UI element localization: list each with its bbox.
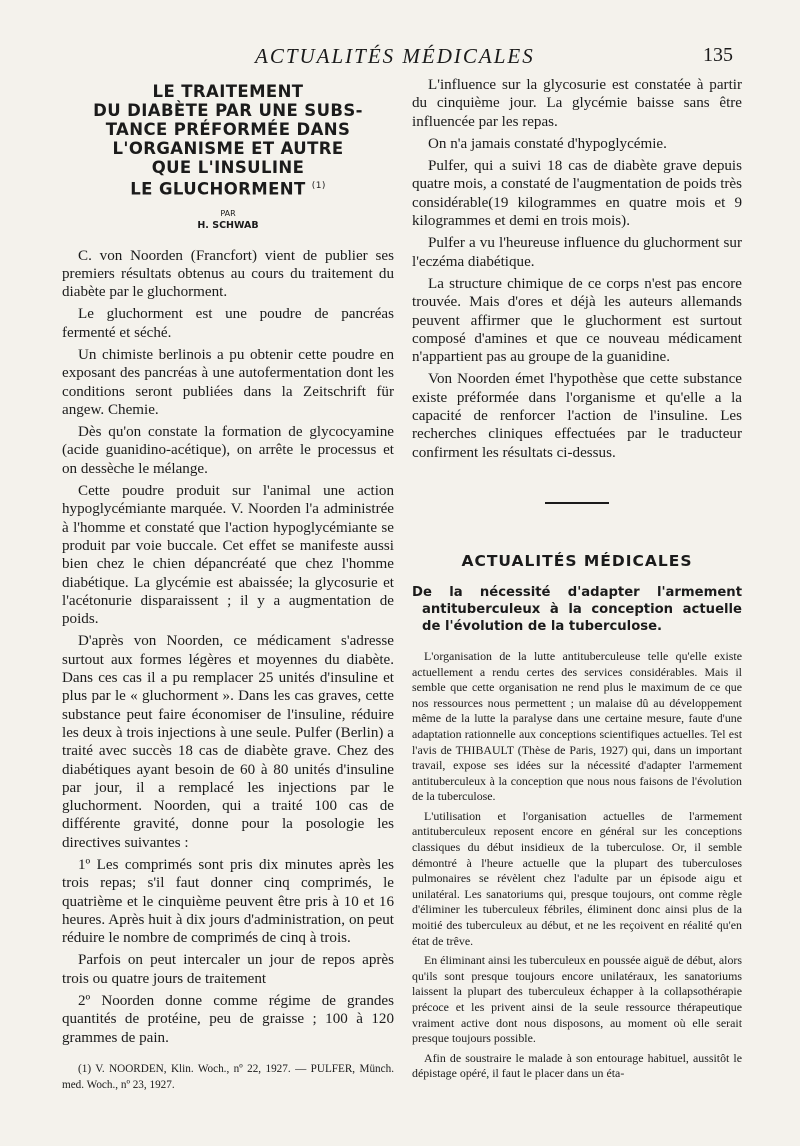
paragraph: Dès qu'on constate la formation de glycocyamine (acide guanidino-acétique), on arrête le processus et on dessèche le mélange. (62, 424, 394, 477)
paragraph: On n'a jamais constaté d'hypoglycémie. (428, 135, 667, 152)
running-title: ACTUALITÉS MÉDICALES (255, 44, 535, 68)
paragraph: La structure chimique de ce corps n'est pas encore trouvée. Mais d'ores et déjà les auteurs allemands peuvent affirmer que le gluchorment est surtout composé d'amines et que ce nouveau médicament n'appartient pas au groupe de la guanidine. (412, 275, 742, 366)
paragraph: Pulfer a vu l'heureuse influence du gluchorment sur l'eczéma diabétique. (412, 235, 742, 270)
paragraph: Cette poudre produit sur l'animal une action hypoglycémiante marquée. V. Noorden l'a administrée à l'homme et constaté que l'action hypoglycémiante se produit par voie buccale. Cet effet se manifeste aussi bien chez le chien dépancréaté que chez l'homme diabétique. La glycémie est abaissée; la glycosurie et l'acétonurie disparaissent ; il y a augmentation de poids. (62, 483, 394, 628)
title-line: TANCE PRÉFORMÉE DANS (105, 120, 351, 139)
section-divider (545, 502, 609, 504)
paragraph: D'après von Noorden, ce médicament s'adresse surtout aux formes légères et moyennes du diabète. Dans ces cas il a pu remplacer 25 unités d'insuline et plus par le « gluchorment ». Dans les cas graves, cette substance peut faire économiser de l'insuline, réduire les deux à trois injections à une seule. Pulfer (Berlin) a traité avec succès 18 cas de diabète grave. Chez des diabétiques ayant besoin de 60 à 80 unités d'insuline par jour, il a remplacé les injections par le gluchorment. Noorden, qui a traité 100 cas de différente gravité, donne pour la posologie les directives suivantes : (62, 633, 394, 851)
title-line-last (62, 177, 394, 199)
author-name: H. SCHWAB (197, 219, 259, 231)
paragraph: 1º Les comprimés sont pris dix minutes après les trois repas; s'il faut donner cinq comprimés, le quatrième et le cinquième peuvent être pris à 10 et 16 heures. Après huit à dix jours d'administration, on peut réduire le nombre de comprimés de cinq à trois. (62, 857, 394, 947)
footnote: (1) V. NOORDEN, Klin. Woch., nº 22, 1927. — PULFER, Münch. med. Woch., nº 23, 1927. (62, 1062, 394, 1091)
paragraph: Le gluchorment est une poudre de pancréas fermenté et séché. (62, 306, 394, 341)
right-column (412, 76, 742, 1086)
title-line: QUE L'INSULINE (151, 158, 305, 177)
paragraph: Pulfer, qui a suivi 18 cas de diabète grave depuis quatre mois, a constaté de l'augmentation de poids très considérable(19 kilogrammes en quatre mois et 9 kilogrammes et demi en trois mois). (412, 158, 742, 230)
article-title (62, 82, 394, 199)
paragraph: Afin de soustraire le malade à son entourage habituel, aussitôt le dépistage opéré, il faut le placer dans un éta- (412, 1050, 742, 1081)
paragraph: L'utilisation et l'organisation actuelles de l'armement antituberculeux reposent encore en général sur les conceptions classiques du début insidieux de la tuberculose. Or, il semble démontré à l'heure actuelle que la plupart des tuberculoses pulmonaires se révèlent chez l'adulte par un épisode aigu et unilatéral. Les sanatoriums qui, presque toujours, ont comme règle d'éliminer les tuberculeux fébriles, éliminent donc ainsi plus de la moitié des tuberculeux au début, et ne les reçoivent en réalité qu'en état de trêve. (412, 808, 742, 948)
paragraph: Un chimiste berlinois a pu obtenir cette poudre en exposant des pancréas à une autofermentation dont les conditions seront publiées dans la Zeitschrift für angew. Chemie. (62, 346, 394, 418)
paragraph: En éliminant ainsi les tuberculeux en poussée aiguë de début, alors qu'ils sont presque toujours encore unilatéraux, les sanatoriums laissent la plupart des tuberculeux échapper à la collapsothérapie précoce et les privent ainsi de la seule ressource thérapeutique vraiment active dont nous disposons, au moment où elle serait presque toujours possible. (412, 953, 742, 1046)
page-number: 135 (703, 44, 733, 66)
section-heading: ACTUALITÉS MÉDICALES (461, 551, 693, 570)
paragraph: 2º Noorden donne comme régime de grandes quantités de protéine, peu de graisse ; 100 à 120 grammes de pain. (62, 993, 394, 1046)
section-subheading: De la nécessité d'adapter l'armement antituberculeux à la conception actuelle de l'évolution de la tuberculose. (412, 584, 742, 634)
paragraph: Parfois on peut intercaler un jour de repos après trois ou quatre jours de traitement (62, 952, 394, 987)
title-line: L'ORGANISME ET AUTRE (112, 139, 344, 158)
paragraph: Von Noorden émet l'hypothèse que cette substance existe préformée dans l'organisme et qu'elle a la capacité de renforcer l'action de l'insuline. Les recherches cliniques effectuées par le traducteur confirment les résultats ci-dessus. (412, 371, 742, 461)
paragraph: C. von Noorden (Francfort) vient de publier ses premiers résultats obtenus au cours du traitement du diabète par le gluchorment. (62, 247, 394, 301)
paragraph: L'organisation de la lutte antituberculeuse telle qu'elle existe actuellement a rendu certes des services considérables. Mais il semble que cette organisation ne rend plus le maximum de ce que nos ressources nous permettent ; un malaise dû au développement même de la lutte la paralyse dans une certaine mesure, faute d'une adaptation rationnelle aux conceptions scientifiques actuelles. Tel est l'avis de THIBAULT (Thèse de Paris, 1927) qui, dans un important travail, expose ses idées sur la nécessité d'adapter l'armement antituberculeux à la conception que nous nous faisons de l'évolution de la tuberculose. (412, 648, 742, 804)
title-footnote-marker: (1) (311, 181, 326, 191)
byline-par: PAR (220, 208, 236, 218)
title-line: LE TRAITEMENT (152, 82, 304, 101)
left-column (62, 76, 394, 1093)
paragraph: L'influence sur la glycosurie est constatée à partir du cinquième jour. La glycémie baisse sans être influencée par les repas. (412, 77, 742, 130)
title-line: DU DIABÈTE PAR UNE SUBS- (93, 101, 363, 120)
title-line: LE GLUCHORMENT (130, 179, 306, 199)
